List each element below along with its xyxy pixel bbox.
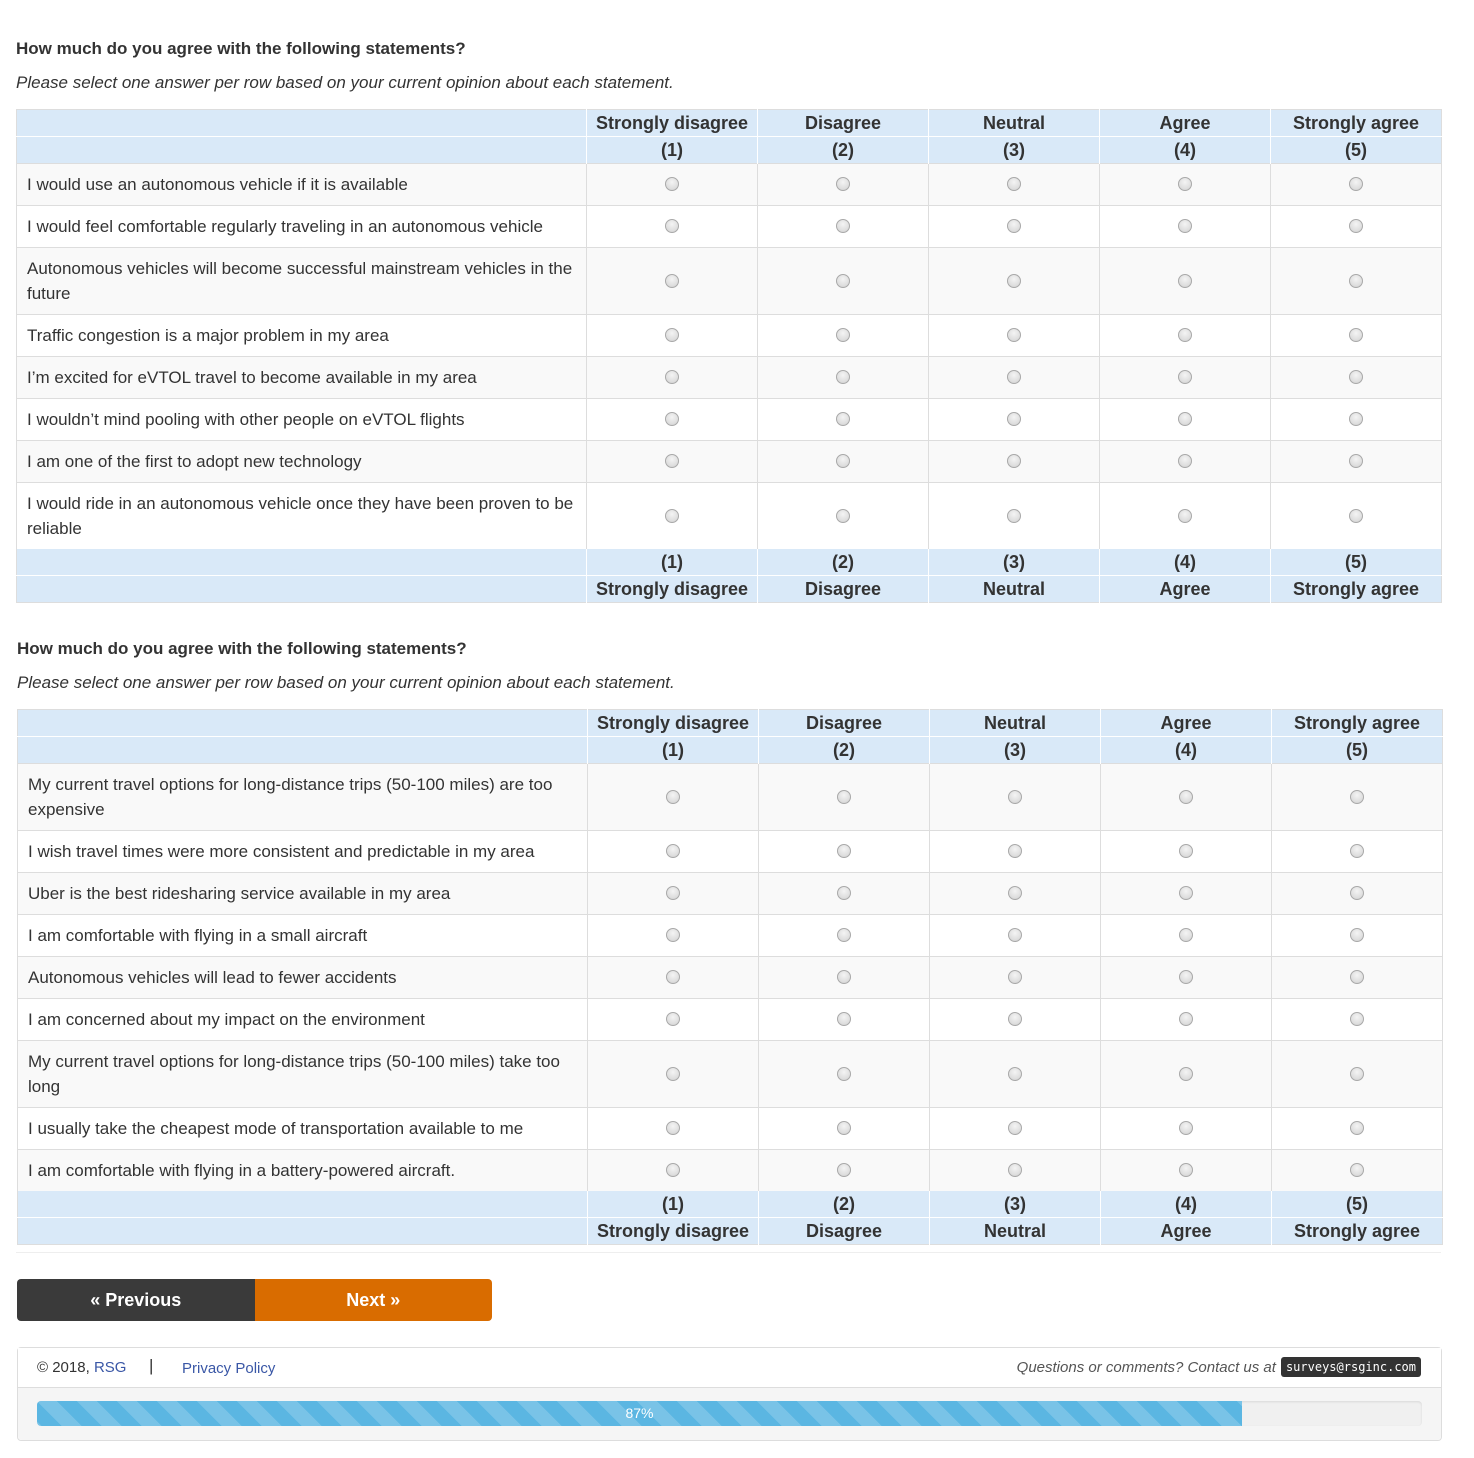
scale-label: Agree (1100, 110, 1271, 137)
option-cell[interactable] (758, 206, 929, 248)
statement-text: I would feel comfortable regularly traveling in an autonomous vehicle (17, 206, 587, 248)
radio-button[interactable] (665, 454, 679, 468)
radio-button[interactable] (1007, 370, 1021, 384)
option-cell[interactable] (1101, 1108, 1272, 1150)
scale-label: Disagree (759, 710, 930, 737)
radio-button[interactable] (836, 509, 850, 523)
option-cell[interactable] (588, 1041, 759, 1108)
radio-button[interactable] (1179, 1067, 1193, 1081)
radio-button[interactable] (666, 970, 680, 984)
radio-button[interactable] (666, 1012, 680, 1026)
option-cell[interactable] (929, 164, 1100, 206)
option-cell[interactable] (1101, 1041, 1272, 1108)
option-cell[interactable] (1271, 483, 1442, 550)
statement-text: I’m excited for eVTOL travel to become available in my area (17, 357, 587, 399)
radio-button[interactable] (1350, 970, 1364, 984)
header-blank-cell (18, 1191, 588, 1218)
option-cell[interactable] (929, 357, 1100, 399)
option-cell[interactable] (1271, 357, 1442, 399)
radio-button[interactable] (1178, 454, 1192, 468)
radio-button[interactable] (836, 454, 850, 468)
question-title: How much do you agree with the following statements? (17, 639, 467, 658)
radio-button[interactable] (1178, 370, 1192, 384)
radio-button[interactable] (665, 274, 679, 288)
scale-header-row (17, 549, 1442, 576)
radio-button[interactable] (1178, 328, 1192, 342)
option-cell[interactable] (588, 957, 759, 999)
scale-number: (4) (1100, 549, 1271, 576)
statement-row (18, 1041, 1443, 1108)
radio-button[interactable] (666, 886, 680, 900)
scale-label: Strongly agree (1271, 576, 1442, 603)
scale-number: (1) (587, 137, 758, 164)
contact-info (1017, 1357, 1421, 1377)
option-cell[interactable] (930, 1041, 1101, 1108)
radio-button[interactable] (1178, 177, 1192, 191)
radio-button[interactable] (1350, 790, 1364, 804)
statement-text: I wouldn’t mind pooling with other people on eVTOL flights (17, 399, 587, 441)
scale-number: (5) (1272, 737, 1443, 764)
radio-button[interactable] (1349, 328, 1363, 342)
radio-button[interactable] (665, 509, 679, 523)
option-cell[interactable] (588, 764, 759, 831)
scale-label: Agree (1100, 576, 1271, 603)
option-cell[interactable] (588, 1150, 759, 1192)
statement-text: My current travel options for long-distance trips (50-100 miles) are too expensive (18, 764, 588, 831)
radio-button[interactable] (1179, 928, 1193, 942)
radio-button[interactable] (1350, 1121, 1364, 1135)
scale-header-row (18, 1191, 1443, 1218)
statement-row (18, 1108, 1443, 1150)
statement-row (18, 873, 1443, 915)
scale-label: Strongly agree (1272, 1218, 1443, 1245)
radio-button[interactable] (1007, 177, 1021, 191)
scale-number: (2) (759, 737, 930, 764)
radio-button[interactable] (1349, 412, 1363, 426)
option-cell[interactable] (1272, 1041, 1443, 1108)
radio-button[interactable] (1007, 412, 1021, 426)
option-cell[interactable] (930, 873, 1101, 915)
option-cell[interactable] (587, 206, 758, 248)
scale-label: Neutral (930, 710, 1101, 737)
footer-separator: | (149, 1356, 154, 1375)
option-cell[interactable] (588, 873, 759, 915)
scale-label: Disagree (758, 110, 929, 137)
radio-button[interactable] (1349, 370, 1363, 384)
progress-bar: 87% (37, 1401, 1242, 1426)
scale-header-row (18, 737, 1443, 764)
option-cell[interactable] (1272, 999, 1443, 1041)
radio-button[interactable] (1179, 790, 1193, 804)
contact-text: Questions or comments? Contact us at (1016, 1358, 1276, 1376)
scale-label: Agree (1101, 1218, 1272, 1245)
radio-button[interactable] (1350, 928, 1364, 942)
statement-text: My current travel options for long-distance trips (50-100 miles) take too long (18, 1041, 588, 1108)
radio-button[interactable] (1008, 970, 1022, 984)
option-cell[interactable] (587, 315, 758, 357)
option-cell[interactable] (587, 483, 758, 550)
privacy-policy-link[interactable]: Privacy Policy (182, 1360, 276, 1377)
option-cell[interactable] (929, 483, 1100, 550)
radio-button[interactable] (837, 928, 851, 942)
scale-number: (3) (930, 1191, 1101, 1218)
scale-number: (3) (929, 549, 1100, 576)
option-cell[interactable] (588, 1108, 759, 1150)
scale-number: (3) (930, 737, 1101, 764)
option-cell[interactable] (587, 357, 758, 399)
statement-row (17, 399, 1442, 441)
option-cell[interactable] (588, 831, 759, 873)
option-cell[interactable] (1100, 399, 1271, 441)
option-cell[interactable] (1100, 315, 1271, 357)
option-cell[interactable] (758, 483, 929, 550)
option-cell[interactable] (759, 1150, 930, 1192)
scale-number: (1) (588, 737, 759, 764)
header-blank-cell (17, 576, 587, 603)
scale-label: Neutral (929, 110, 1100, 137)
option-cell[interactable] (1271, 399, 1442, 441)
scale-number: (5) (1272, 1191, 1443, 1218)
radio-button[interactable] (666, 1163, 680, 1177)
radio-button[interactable] (665, 219, 679, 233)
scale-label: Neutral (929, 576, 1100, 603)
radio-button[interactable] (666, 790, 680, 804)
radio-button[interactable] (1349, 274, 1363, 288)
radio-button[interactable] (1007, 509, 1021, 523)
radio-button[interactable] (665, 328, 679, 342)
option-cell[interactable] (1100, 206, 1271, 248)
radio-button[interactable] (666, 844, 680, 858)
scale-number: (5) (1271, 549, 1442, 576)
scale-label: Agree (1101, 710, 1272, 737)
option-cell[interactable] (1100, 483, 1271, 550)
statement-row (18, 957, 1443, 999)
scale-number: (5) (1271, 137, 1442, 164)
radio-button[interactable] (1008, 1012, 1022, 1026)
radio-button[interactable] (1179, 844, 1193, 858)
radio-button[interactable] (1179, 886, 1193, 900)
option-cell[interactable] (759, 873, 930, 915)
scale-header-row (17, 110, 1442, 137)
scale-number: (1) (588, 1191, 759, 1218)
option-cell[interactable] (758, 164, 929, 206)
radio-button[interactable] (666, 1121, 680, 1135)
radio-button[interactable] (665, 370, 679, 384)
radio-button[interactable] (1178, 509, 1192, 523)
scale-number: (1) (587, 549, 758, 576)
radio-button[interactable] (836, 177, 850, 191)
scale-header-row (18, 710, 1443, 737)
radio-button[interactable] (837, 886, 851, 900)
option-cell[interactable] (587, 441, 758, 483)
radio-button[interactable] (1349, 219, 1363, 233)
radio-button[interactable] (1350, 1163, 1364, 1177)
option-cell[interactable] (759, 915, 930, 957)
option-cell[interactable] (1272, 957, 1443, 999)
radio-button[interactable] (1178, 274, 1192, 288)
statement-row (18, 915, 1443, 957)
footer-top (18, 1348, 1441, 1388)
radio-button[interactable] (836, 370, 850, 384)
scale-header-row (17, 576, 1442, 603)
radio-button[interactable] (836, 274, 850, 288)
scale-number: (4) (1100, 137, 1271, 164)
radio-button[interactable] (1008, 928, 1022, 942)
scale-label: Strongly agree (1271, 110, 1442, 137)
option-cell[interactable] (929, 399, 1100, 441)
likert-matrix (16, 109, 1442, 603)
statement-row (17, 248, 1442, 315)
option-cell[interactable] (930, 1108, 1101, 1150)
scale-label: Neutral (930, 1218, 1101, 1245)
radio-button[interactable] (837, 844, 851, 858)
progress-track (37, 1401, 1422, 1426)
radio-button[interactable] (1350, 844, 1364, 858)
previous-button[interactable]: « Previous (17, 1279, 255, 1321)
header-blank-cell (18, 1218, 588, 1245)
radio-button[interactable] (1349, 509, 1363, 523)
radio-button[interactable] (1350, 886, 1364, 900)
statement-row (17, 357, 1442, 399)
statement-row (17, 441, 1442, 483)
option-cell[interactable] (1101, 873, 1272, 915)
header-blank-cell (18, 737, 588, 764)
option-cell[interactable] (930, 957, 1101, 999)
radio-button[interactable] (665, 412, 679, 426)
radio-button[interactable] (1179, 1012, 1193, 1026)
radio-button[interactable] (1007, 454, 1021, 468)
scale-label: Strongly disagree (587, 110, 758, 137)
option-cell[interactable] (759, 764, 930, 831)
radio-button[interactable] (1179, 970, 1193, 984)
footer-progress-area (18, 1388, 1441, 1440)
option-cell[interactable] (1101, 957, 1272, 999)
option-cell[interactable] (1271, 164, 1442, 206)
likert-matrix (17, 709, 1443, 1245)
radio-button[interactable] (1350, 1012, 1364, 1026)
scale-number: (2) (759, 1191, 930, 1218)
scale-label: Strongly disagree (588, 710, 759, 737)
copyright (37, 1359, 126, 1376)
option-cell[interactable] (1100, 357, 1271, 399)
radio-button[interactable] (1349, 454, 1363, 468)
radio-button[interactable] (837, 790, 851, 804)
radio-button[interactable] (1008, 844, 1022, 858)
radio-button[interactable] (666, 1067, 680, 1081)
option-cell[interactable] (1271, 315, 1442, 357)
scale-header-row (18, 1218, 1443, 1245)
radio-button[interactable] (837, 1067, 851, 1081)
radio-button[interactable] (1007, 274, 1021, 288)
radio-button[interactable] (665, 177, 679, 191)
option-cell[interactable] (758, 357, 929, 399)
option-cell[interactable] (1101, 831, 1272, 873)
option-cell[interactable] (1272, 764, 1443, 831)
option-cell[interactable] (758, 399, 929, 441)
scale-header-row (17, 137, 1442, 164)
radio-button[interactable] (1008, 886, 1022, 900)
statement-text: Autonomous vehicles will become successful mainstream vehicles in the future (17, 248, 587, 315)
option-cell[interactable] (588, 999, 759, 1041)
radio-button[interactable] (1008, 790, 1022, 804)
option-cell[interactable] (587, 399, 758, 441)
header-blank-cell (17, 110, 587, 137)
option-cell[interactable] (930, 764, 1101, 831)
statement-row (17, 206, 1442, 248)
scale-label: Strongly disagree (587, 576, 758, 603)
contact-email[interactable]: surveys@rsginc.com (1281, 1357, 1421, 1377)
radio-button[interactable] (1179, 1121, 1193, 1135)
statement-text: I usually take the cheapest mode of transportation available to me (18, 1108, 588, 1150)
statement-row (17, 164, 1442, 206)
option-cell[interactable] (1271, 441, 1442, 483)
question-instruction: Please select one answer per row based on your current opinion about each statement. (16, 73, 674, 92)
option-cell[interactable] (1101, 1150, 1272, 1192)
radio-button[interactable] (1008, 1067, 1022, 1081)
radio-button[interactable] (836, 219, 850, 233)
option-cell[interactable] (759, 1041, 930, 1108)
option-cell[interactable] (1101, 915, 1272, 957)
statement-row (18, 999, 1443, 1041)
statement-text: I am concerned about my impact on the environment (18, 999, 588, 1041)
option-cell[interactable] (929, 206, 1100, 248)
statement-text: I wish travel times were more consistent and predictable in my area (18, 831, 588, 873)
statement-row (18, 831, 1443, 873)
radio-button[interactable] (1350, 1067, 1364, 1081)
option-cell[interactable] (929, 248, 1100, 315)
option-cell[interactable] (1101, 999, 1272, 1041)
option-cell[interactable] (758, 248, 929, 315)
scale-label: Strongly agree (1272, 710, 1443, 737)
question-instruction: Please select one answer per row based on your current opinion about each statement. (17, 673, 675, 692)
header-blank-cell (17, 137, 587, 164)
option-cell[interactable] (1272, 1108, 1443, 1150)
footer (17, 1347, 1442, 1441)
option-cell[interactable] (587, 164, 758, 206)
nav-buttons (17, 1279, 492, 1321)
option-cell[interactable] (930, 999, 1101, 1041)
option-cell[interactable] (930, 1150, 1101, 1192)
option-cell[interactable] (759, 999, 930, 1041)
option-cell[interactable] (1101, 764, 1272, 831)
option-cell[interactable] (1271, 248, 1442, 315)
statement-text: I would use an autonomous vehicle if it is available (17, 164, 587, 206)
radio-button[interactable] (1007, 219, 1021, 233)
question-block-2 (17, 636, 1442, 1245)
header-blank-cell (17, 549, 587, 576)
option-cell[interactable] (759, 831, 930, 873)
radio-button[interactable] (1349, 177, 1363, 191)
option-cell[interactable] (1272, 873, 1443, 915)
next-button[interactable]: Next » (255, 1279, 493, 1321)
header-blank-cell (18, 710, 588, 737)
scale-label: Disagree (759, 1218, 930, 1245)
option-cell[interactable] (758, 315, 929, 357)
scale-label: Disagree (758, 576, 929, 603)
statement-text: I am comfortable with flying in a small aircraft (18, 915, 588, 957)
statement-row (18, 1150, 1443, 1192)
scale-number: (4) (1101, 1191, 1272, 1218)
question-block-1 (16, 36, 1441, 603)
rsg-link[interactable]: RSG (93, 1359, 127, 1376)
option-cell[interactable] (587, 248, 758, 315)
radio-button[interactable] (666, 928, 680, 942)
radio-button[interactable] (1008, 1121, 1022, 1135)
statement-text: I would ride in an autonomous vehicle once they have been proven to be reliable (17, 483, 587, 550)
scale-number: (3) (929, 137, 1100, 164)
radio-button[interactable] (836, 412, 850, 426)
divider (16, 1252, 1441, 1253)
radio-button[interactable] (837, 1012, 851, 1026)
scale-number: (4) (1101, 737, 1272, 764)
option-cell[interactable] (1272, 831, 1443, 873)
option-cell[interactable] (1272, 915, 1443, 957)
option-cell[interactable] (930, 915, 1101, 957)
statement-text: Uber is the best ridesharing service available in my area (18, 873, 588, 915)
statement-text: Traffic congestion is a major problem in my area (17, 315, 587, 357)
statement-text: I am comfortable with flying in a battery-powered aircraft. (18, 1150, 588, 1192)
question-title: How much do you agree with the following statements? (16, 39, 466, 58)
statement-text: Autonomous vehicles will lead to fewer accidents (18, 957, 588, 999)
option-cell[interactable] (1271, 206, 1442, 248)
option-cell[interactable] (1100, 164, 1271, 206)
option-cell[interactable] (929, 441, 1100, 483)
statement-row (17, 315, 1442, 357)
copyright-text: © 2018, (37, 1359, 90, 1376)
radio-button[interactable] (1008, 1163, 1022, 1177)
option-cell[interactable] (1100, 441, 1271, 483)
scale-number: (2) (758, 549, 929, 576)
radio-button[interactable] (1178, 219, 1192, 233)
option-cell[interactable] (930, 831, 1101, 873)
radio-button[interactable] (836, 328, 850, 342)
option-cell[interactable] (759, 1108, 930, 1150)
scale-label: Strongly disagree (588, 1218, 759, 1245)
option-cell[interactable] (1272, 1150, 1443, 1192)
radio-button[interactable] (1007, 328, 1021, 342)
scale-number: (2) (758, 137, 929, 164)
radio-button[interactable] (837, 1121, 851, 1135)
statement-text: I am one of the first to adopt new technology (17, 441, 587, 483)
radio-button[interactable] (837, 1163, 851, 1177)
statement-row (18, 764, 1443, 831)
option-cell[interactable] (758, 441, 929, 483)
statement-row (17, 483, 1442, 550)
option-cell[interactable] (588, 915, 759, 957)
option-cell[interactable] (1100, 248, 1271, 315)
radio-button[interactable] (1179, 1163, 1193, 1177)
option-cell[interactable] (929, 315, 1100, 357)
radio-button[interactable] (837, 970, 851, 984)
radio-button[interactable] (1178, 412, 1192, 426)
option-cell[interactable] (759, 957, 930, 999)
